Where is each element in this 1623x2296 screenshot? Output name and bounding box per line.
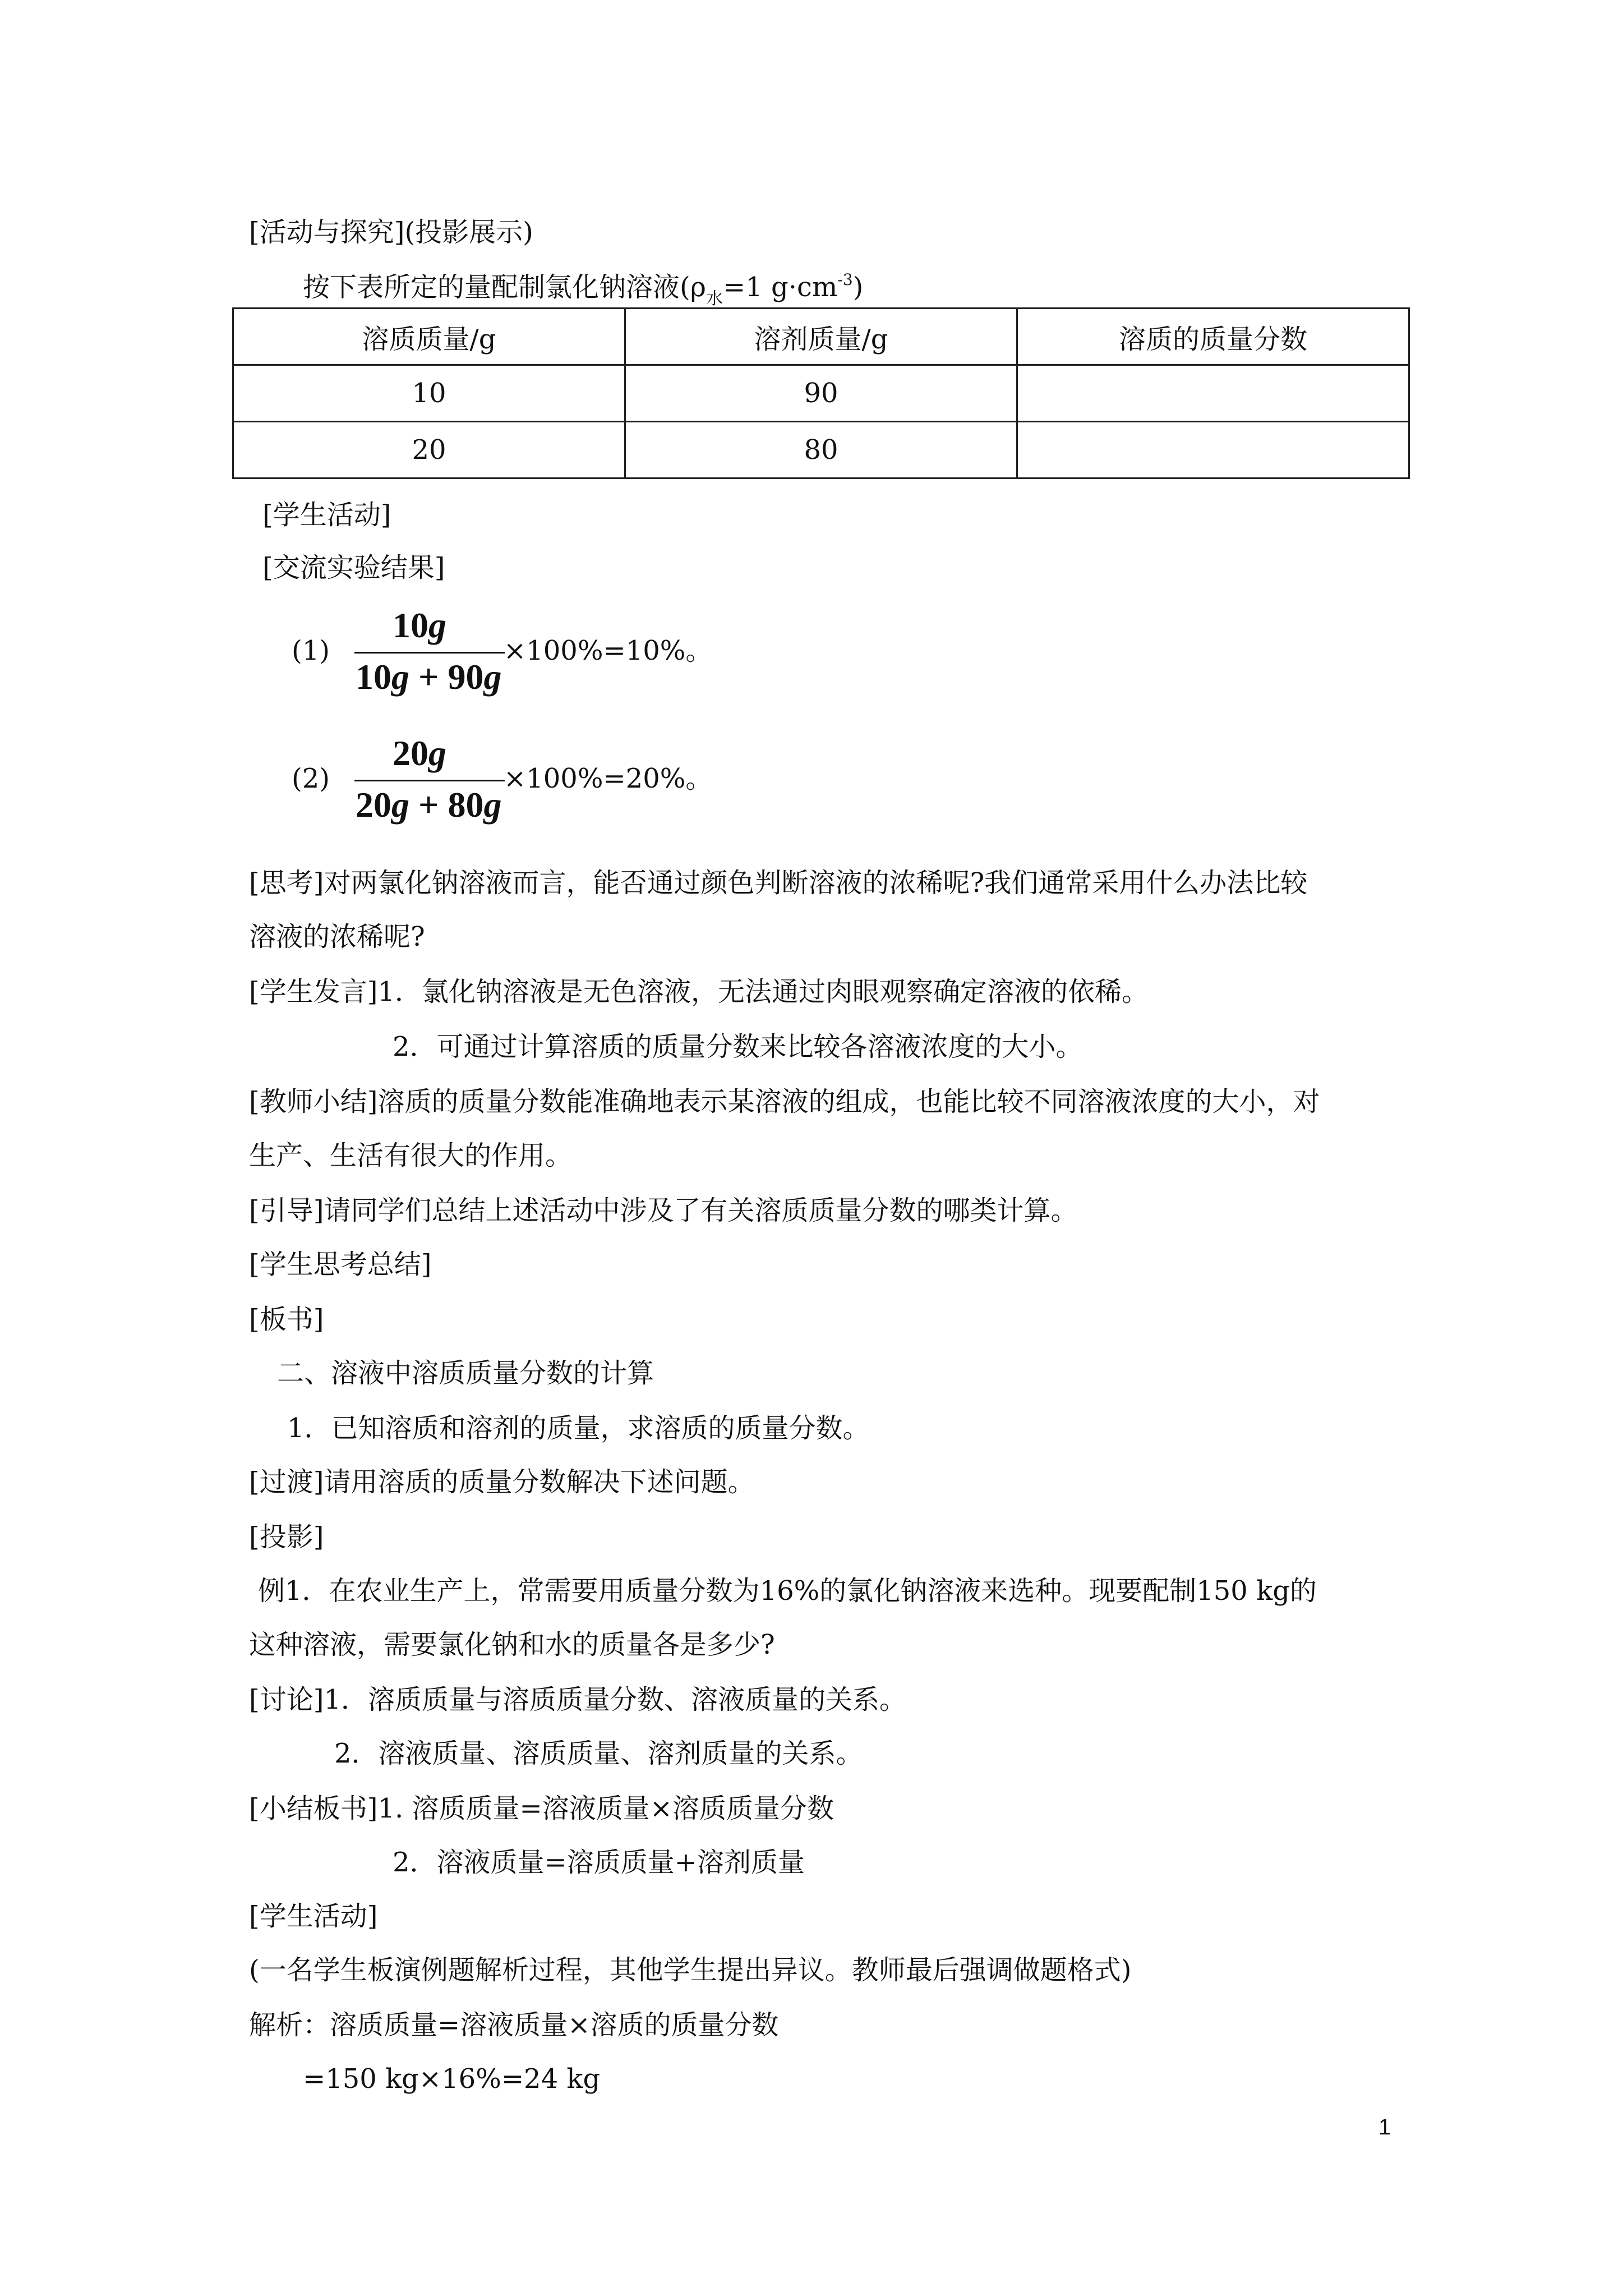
student-speak-line-2: 2．可通过计算溶质的质量分数来比较各溶液浓度的大小。 [393,1031,1083,1062]
transition-line: [过渡]请用溶质的质量分数解决下述问题。 [249,1466,755,1498]
item-one-line: 1．已知溶质和溶剂的质量，求溶质的质量分数。 [287,1412,870,1444]
activity-heading: [活动与探究](投影展示) [249,217,533,248]
table-row [233,422,1409,478]
board-demo-line: (一名学生板演例题解析过程，其他学生提出异议。教师最后强调做题格式) [249,1954,1132,1986]
table-cell: 10 [233,365,625,422]
table-intro: 按下表所定的量配制氯化钠溶液($\rho_水=1$ $g\cdot cm^{-3}$) [303,270,864,309]
solution-table [232,307,1410,479]
table-row [233,365,1409,422]
fraction-bar [354,652,505,654]
projection-label: [投影] [249,1521,324,1553]
fraction-denominator: 10g + 90g [356,657,502,697]
section-heading: 二、溶液中溶质质量分数的计算 [277,1358,654,1389]
table-cell [1017,422,1409,478]
example-line-2: 这种溶液，需要氯化钠和水的质量各是多少? [249,1629,775,1660]
formula-result: ×100%=10%。 [504,635,713,666]
page-number: 1 [1378,2115,1391,2139]
fraction-formula-1 [292,606,740,696]
student-summary-label: [学生思考总结] [249,1249,432,1280]
fraction-bar [354,780,505,781]
fraction-numerator: 20g [393,733,446,773]
fraction-denominator: 20g + 80g [356,785,502,825]
example-line-1: 例1．在农业生产上，常需要用质量分数为16%的氯化钠溶液来选种。现要配制150 kg的 [258,1575,1317,1607]
table-cell [1017,365,1409,422]
student-speak-line-1: [学生发言]1．氯化钠溶液是无色溶液，无法通过肉眼观察确定溶液的依稀。 [249,976,1149,1007]
think-line-1: [思考]对两氯化钠溶液而言，能否通过颜色判断溶液的浓稀呢?我们通常采用什么办法比较 [249,867,1308,899]
student-activity-label: [学生活动] [262,499,391,531]
table-header-cell: 溶质质量/g [233,309,625,365]
table-cell: 20 [233,422,625,478]
analysis-line: 解析：溶质质量=溶液质量×溶质的质量分数 [249,2009,779,2041]
formula-label: (1) [292,635,330,666]
discuss-line-1: [讨论]1．溶质质量与溶质质量分数、溶液质量的关系。 [249,1684,906,1715]
formula-result: ×100%=20%。 [504,763,713,794]
guide-line: [引导]请同学们总结上述活动中涉及了有关溶质质量分数的哪类计算。 [249,1195,1078,1226]
fraction-formula-2 [292,734,740,823]
board-label: [板书] [249,1304,324,1335]
table-header-cell: 溶质的质量分数 [1017,309,1409,365]
fraction-numerator: 10g [393,605,446,645]
table-cell: 80 [625,422,1017,478]
board-summary-line-2: 2．溶液质量=溶质质量+溶剂质量 [393,1847,805,1878]
table-cell: 90 [625,365,1017,422]
exchange-results-label: [交流实验结果] [262,552,445,583]
teacher-summary-line-1: [教师小结]溶质的质量分数能准确地表示某溶液的组成，也能比较不同溶液浓度的大小，对 [249,1086,1320,1117]
table-header-row [233,309,1409,365]
analysis-result-line: =150 kg×16%=24 kg [303,2063,601,2095]
think-line-2: 溶液的浓稀呢? [249,921,425,953]
table-header-cell: 溶剂质量/g [625,309,1017,365]
board-summary-line-1: [小结板书]1. 溶质质量=溶液质量×溶质质量分数 [249,1793,834,1824]
discuss-line-2: 2．溶液质量、溶质质量、溶剂质量的关系。 [334,1738,863,1769]
student-activity-label-2: [学生活动] [249,1901,378,1932]
formula-label: (2) [292,763,330,794]
teacher-summary-line-2: 生产、生活有很大的作用。 [249,1140,573,1171]
